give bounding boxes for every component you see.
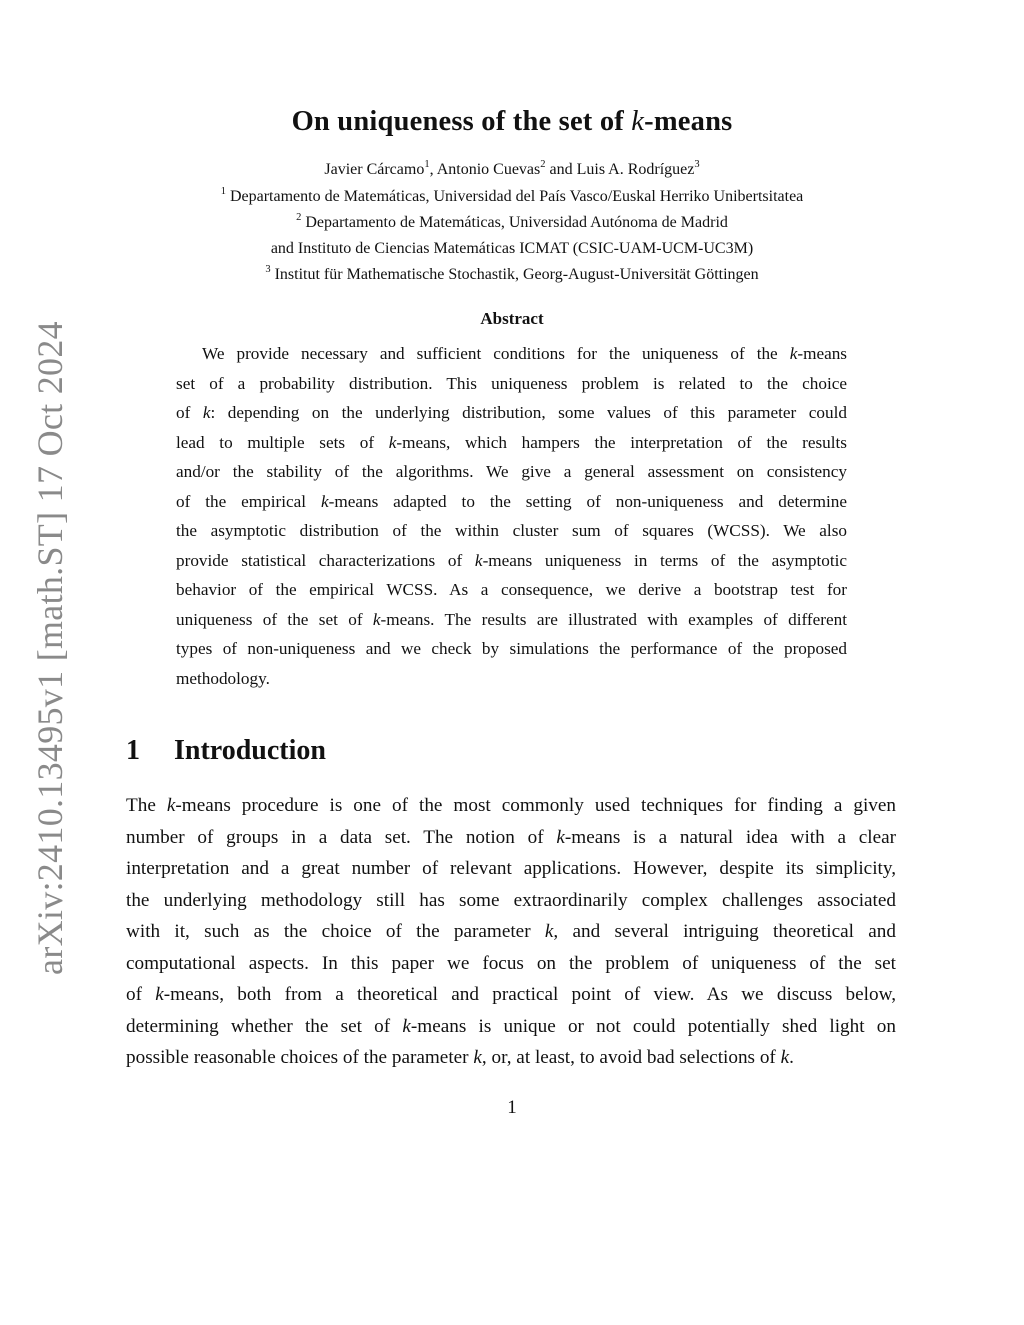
page-number: 1 bbox=[507, 1097, 517, 1118]
author-name: Javier Cárcamo bbox=[324, 161, 425, 178]
abstract-line bbox=[176, 609, 847, 631]
text-run: determining whether the set of bbox=[126, 1015, 403, 1037]
author-affiliation-mark: 2 bbox=[540, 159, 546, 170]
text-run: : depending on the underlying distribution, some values of this parameter could bbox=[210, 403, 847, 422]
abstract-line bbox=[176, 432, 847, 454]
text-run: types of non-uniqueness and we check by simulations the performance of the proposed bbox=[176, 639, 847, 658]
text-run: The bbox=[126, 795, 167, 816]
math-variable: k bbox=[473, 1047, 482, 1068]
affiliation-text: Departamento de Matemáticas, Universidad Autónoma de Madrid bbox=[305, 214, 728, 231]
text-run: -means uniqueness in terms of the asymptotic bbox=[482, 550, 847, 570]
text-run: lead to multiple sets of bbox=[176, 432, 389, 452]
affiliation-line bbox=[0, 213, 1024, 233]
text-run: of the empirical bbox=[176, 491, 321, 511]
text-run: of bbox=[176, 403, 203, 422]
math-variable: k bbox=[544, 921, 554, 942]
text-run: uniqueness of the set of bbox=[176, 609, 373, 629]
text-run: with it, such as the choice of the parameter bbox=[126, 921, 545, 942]
text-run: -means is unique or not could potentially shed light on bbox=[410, 1015, 896, 1037]
abstract-line bbox=[176, 579, 847, 601]
affiliation-line bbox=[0, 239, 1024, 259]
text-run: interpretation and a great number of relevant applications. However, despite its simplicity, bbox=[126, 858, 896, 879]
text-run: number of groups in a data set. The notion of bbox=[126, 826, 557, 848]
affiliation-line bbox=[0, 265, 1024, 285]
title-variable: k bbox=[631, 106, 645, 137]
text-run: -means, which hampers the interpretation of the results bbox=[396, 432, 847, 452]
text-run: computational aspects. In this paper we focus on the problem of uniqueness of the set bbox=[126, 952, 896, 974]
abstract-line bbox=[202, 343, 847, 365]
math-variable: k bbox=[388, 432, 397, 452]
abstract-line bbox=[176, 373, 847, 395]
math-variable: k bbox=[320, 491, 329, 511]
section-title: Introduction bbox=[174, 735, 326, 766]
intro-line bbox=[126, 952, 896, 976]
text-run: -means is a natural idea with a clear bbox=[564, 826, 896, 848]
title-text: On uniqueness of the set of bbox=[291, 106, 632, 137]
text-run: . bbox=[789, 1047, 794, 1068]
section-heading bbox=[126, 735, 326, 767]
math-variable: k bbox=[166, 795, 176, 816]
text-run: the asymptotic distribution of the within cluster sum of squares (WCSS). We also bbox=[176, 521, 847, 540]
intro-line bbox=[126, 983, 896, 1007]
text-run: -means adapted to the setting of non-uniqueness and determine bbox=[328, 491, 847, 511]
author-name: Luis A. Rodríguez bbox=[576, 161, 695, 178]
affiliation-line bbox=[0, 187, 1024, 207]
text-run: provide statistical characterizations of bbox=[176, 550, 475, 570]
author-affiliation-mark: 3 bbox=[694, 159, 700, 170]
author-affiliation-mark: 1 bbox=[424, 159, 430, 170]
affiliation-text: Departamento de Matemáticas, Universidad del País Vasco/Euskal Herriko Unibertsitatea bbox=[229, 188, 804, 205]
math-variable: k bbox=[372, 609, 381, 629]
abstract-line bbox=[176, 638, 847, 660]
text-run: , or, at least, to avoid bad selections of bbox=[481, 1047, 781, 1068]
author-name: Antonio Cuevas bbox=[436, 161, 541, 178]
intro-line bbox=[126, 1015, 896, 1039]
author-separator: and bbox=[545, 161, 577, 178]
text-run: , and several intriguing theoretical and bbox=[553, 921, 896, 942]
text-run: methodology. bbox=[176, 668, 270, 688]
math-variable: k bbox=[202, 403, 211, 422]
math-variable: k bbox=[780, 1047, 790, 1068]
text-run: possible reasonable choices of the parameter bbox=[126, 1047, 474, 1068]
text-run: -means, both from a theoretical and practical point of view. As we discuss below, bbox=[163, 984, 896, 1005]
title-suffix: -means bbox=[644, 106, 733, 137]
text-run: -means procedure is one of the most commonly used techniques for finding a given bbox=[175, 795, 896, 816]
intro-line bbox=[126, 920, 896, 944]
abstract-line bbox=[176, 461, 847, 483]
paper-title bbox=[0, 106, 1024, 138]
text-run: We provide necessary and sufficient conditions for the uniqueness of the bbox=[202, 344, 790, 363]
affiliation-mark: 2 bbox=[296, 212, 302, 223]
abstract-line bbox=[176, 668, 847, 690]
text-run: behavior of the empirical WCSS. As a consequence, we derive a bootstrap test for bbox=[176, 580, 847, 599]
author-separator: , bbox=[429, 161, 437, 178]
affiliation-text: and Instituto de Ciencias Matemáticas ICMAT (CSIC-UAM-UCM-UC3M) bbox=[270, 240, 754, 257]
affiliation-mark: 1 bbox=[220, 186, 226, 197]
affiliation-text: Institut für Mathematische Stochastik, Georg-August-Universität Göttingen bbox=[274, 266, 759, 283]
math-variable: k bbox=[402, 1015, 411, 1037]
intro-line bbox=[126, 1046, 896, 1070]
abstract-line bbox=[176, 550, 847, 572]
abstract-line bbox=[176, 402, 847, 424]
arxiv-identifier: arXiv:2410.13495v1 [math.ST] 17 Oct 2024 bbox=[30, 321, 70, 975]
affiliation-mark: 3 bbox=[265, 264, 271, 275]
text-run: of bbox=[126, 984, 156, 1005]
abstract-heading: Abstract bbox=[480, 309, 544, 328]
abstract-line bbox=[176, 491, 847, 513]
abstract-line bbox=[176, 520, 847, 542]
math-variable: k bbox=[155, 984, 164, 1005]
text-run: the underlying methodology still has some extraordinarily complex challenges associated bbox=[126, 889, 896, 911]
math-variable: k bbox=[556, 826, 565, 848]
intro-line bbox=[126, 794, 896, 818]
intro-line bbox=[126, 857, 896, 881]
text-run: and/or the stability of the algorithms. We give a general assessment on consistency bbox=[176, 462, 847, 481]
text-run: -means. The results are illustrated with examples of different bbox=[380, 609, 847, 629]
author-list bbox=[0, 160, 1024, 180]
intro-line bbox=[126, 826, 896, 850]
text-run: -means bbox=[797, 344, 847, 363]
text-run: set of a probability distribution. This uniqueness problem is related to the choice bbox=[176, 373, 847, 393]
math-variable: k bbox=[474, 550, 483, 570]
section-number: 1 bbox=[126, 735, 140, 766]
math-variable: k bbox=[789, 344, 798, 363]
intro-line bbox=[126, 889, 896, 913]
